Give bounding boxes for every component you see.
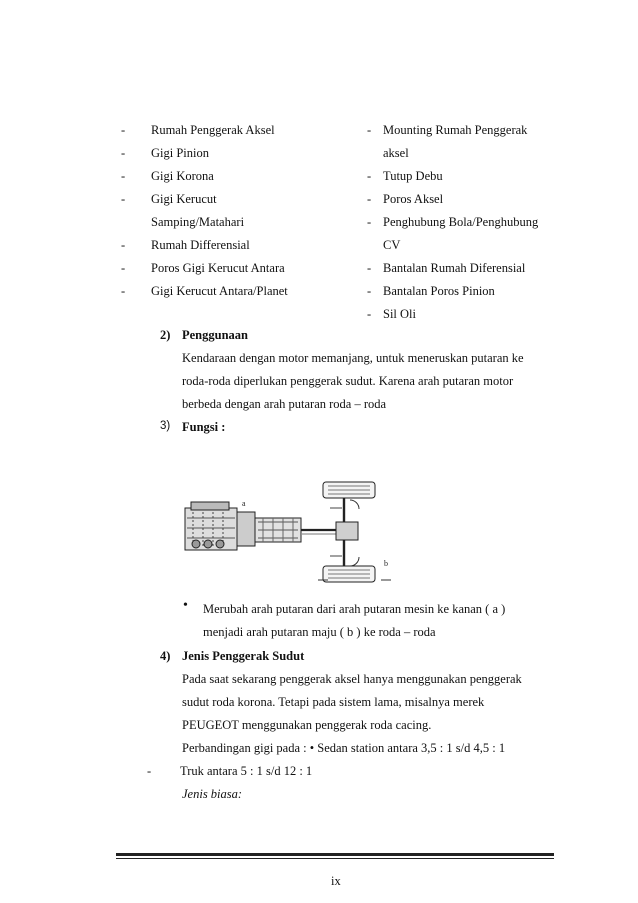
drivetrain-diagram xyxy=(178,478,400,590)
list-item: Rumah Differensial xyxy=(151,238,250,252)
label-b: b xyxy=(384,559,388,568)
list-dash: - xyxy=(121,169,126,183)
paragraph-line: roda-roda diperlukan penggerak sudut. Karena arah putaran motor xyxy=(182,374,514,388)
paragraph-line: Merubah arah putaran dari arah putaran mesin ke kanan ( a ) xyxy=(203,602,506,616)
list-dash: - xyxy=(121,146,126,160)
list-item-continued: Samping/Matahari xyxy=(151,215,245,229)
list-item-continued: CV xyxy=(383,238,401,252)
section-heading: Penggunaan xyxy=(182,328,248,342)
list-item: Penghubung Bola/Penghubung xyxy=(383,215,539,229)
list-dash: - xyxy=(367,284,372,298)
list-dash: - xyxy=(121,261,126,275)
list-dash: - xyxy=(147,764,152,778)
paragraph-line: sudut roda korona. Tetapi pada sistem lama, misalnya merek xyxy=(182,695,485,709)
list-dash: - xyxy=(121,238,126,252)
list-item: Gigi Korona xyxy=(151,169,214,183)
list-item: Gigi Kerucut Antara/Planet xyxy=(151,284,288,298)
list-dash: - xyxy=(367,261,372,275)
list-item: Tutup Debu xyxy=(383,169,443,183)
section-number: 2) xyxy=(160,328,171,342)
list-dash: - xyxy=(121,192,126,206)
paragraph-line: Kendaraan dengan motor memanjang, untuk meneruskan putaran ke xyxy=(182,351,524,365)
list-item: Bantalan Poros Pinion xyxy=(383,284,495,298)
section-number: 3) xyxy=(160,420,171,432)
list-item: Bantalan Rumah Diferensial xyxy=(383,261,526,275)
footer-rule-thin xyxy=(116,858,554,859)
list-item-continued: aksel xyxy=(383,146,409,160)
list-item: Mounting Rumah Penggerak xyxy=(383,123,528,137)
label-a: a xyxy=(242,499,246,508)
paragraph-line: Truk antara 5 : 1 s/d 12 : 1 xyxy=(180,764,313,778)
list-item: Sil Oli xyxy=(383,307,416,321)
list-dash: - xyxy=(367,169,372,183)
footer-rule-thick xyxy=(116,853,554,856)
paragraph-line: PEUGEOT menggunakan penggerak roda cacing. xyxy=(182,718,432,732)
list-dash: - xyxy=(367,123,372,137)
bullet-icon: • xyxy=(183,598,188,613)
list-item: Poros Gigi Kerucut Antara xyxy=(151,261,285,275)
subheading-jenis-biasa: Jenis biasa: xyxy=(182,787,243,801)
list-item: Poros Aksel xyxy=(383,192,444,206)
list-dash: - xyxy=(367,192,372,206)
section-number: 4) xyxy=(160,649,171,663)
list-item: Rumah Penggerak Aksel xyxy=(151,123,275,137)
section-heading: Fungsi : xyxy=(182,420,226,434)
list-dash: - xyxy=(367,215,372,229)
list-dash: - xyxy=(367,307,372,321)
paragraph-line: Pada saat sekarang penggerak aksel hanya menggunakan penggerak xyxy=(182,672,522,686)
page-number: ix xyxy=(331,874,341,888)
list-dash: - xyxy=(121,123,126,137)
paragraph-line: menjadi arah putaran maju ( b ) ke roda – roda xyxy=(203,625,436,639)
section-heading: Jenis Penggerak Sudut xyxy=(182,649,305,663)
list-item: Gigi Pinion xyxy=(151,146,209,160)
list-dash: - xyxy=(121,284,126,298)
paragraph-line: berbeda dengan arah putaran roda – roda xyxy=(182,397,387,411)
list-item: Gigi Kerucut xyxy=(151,192,217,206)
paragraph-line: Perbandingan gigi pada : • Sedan station antara 3,5 : 1 s/d 4,5 : 1 xyxy=(182,741,506,755)
